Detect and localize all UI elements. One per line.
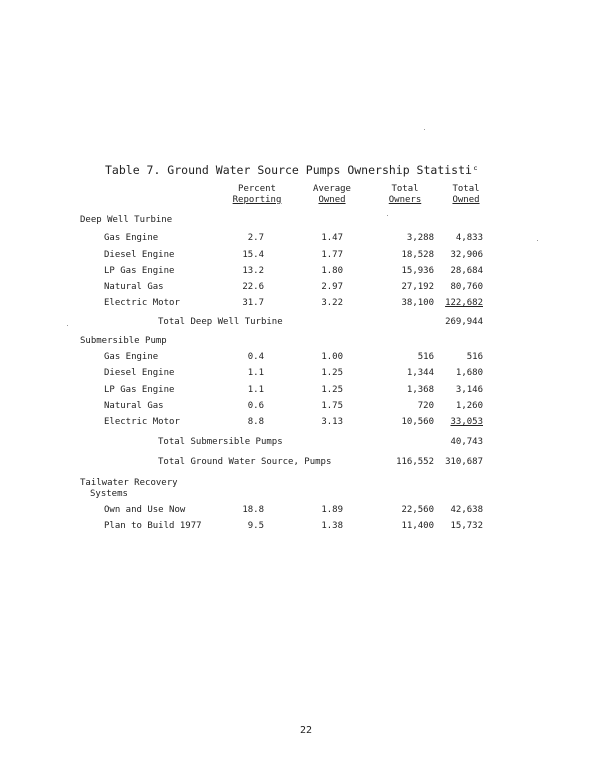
cell-average: 1.75 [321,401,343,411]
section-label-line1: Tailwater Recovery [80,478,178,488]
cell-owners: 15,936 [401,266,434,276]
table-row [0,368,612,382]
section-label: Submersible Pump [80,336,167,346]
row-label: Gas Engine [104,233,159,243]
table-row [0,233,612,247]
cell-average: 2.97 [321,282,343,292]
cell-average: 1.00 [321,352,343,362]
header-owners-line1: Total [391,184,419,194]
table-title: Table 7. Ground Water Source Pumps Ownership Statistiᶜ [105,163,479,177]
cell-owners: 516 [417,352,434,362]
cell-percent: 13.2 [242,266,264,276]
cell-owned: 80,760 [450,282,483,292]
table-row [0,521,612,535]
subtotal-owned: 269,944 [445,317,483,327]
table-row [0,250,612,264]
scan-speck [424,129,425,130]
cell-owners: 10,560 [401,417,434,427]
header-percent-line2: Reporting [232,195,282,205]
subtotal-label: Total Submersible Pumps [158,437,283,447]
header-total-owners [380,184,430,206]
section-label: Deep Well Turbine [80,215,173,225]
table-row [0,385,612,399]
cell-owners: 27,192 [401,282,434,292]
cell-average: 1.47 [321,233,343,243]
header-owned-line2: Owned [452,195,480,205]
row-label: Electric Motor [104,417,180,427]
section-heading-submersible-pump [0,336,612,350]
table-row [0,266,612,280]
cell-owners: 18,528 [401,250,434,260]
table-row [0,298,612,312]
row-label: Own and Use Now [104,505,186,515]
cell-percent: 9.5 [247,521,264,531]
cell-owners: 720 [417,401,434,411]
scan-speck [537,240,538,241]
cell-owners: 38,100 [401,298,434,308]
grand-total-owners: 116,552 [396,457,434,467]
cell-owned: 15,732 [450,521,483,531]
header-average-line2: Owned [318,195,346,205]
header-percent-line1: Percent [238,184,276,194]
section-label-line2: Systems [90,489,128,499]
cell-owners: 11,400 [401,521,434,531]
cell-percent: 8.8 [247,417,264,427]
cell-owned: 122,682 [445,298,483,308]
section-heading-tailwater-cont [0,489,612,503]
cell-average: 1.77 [321,250,343,260]
row-label: Natural Gas [104,401,164,411]
subtotal-label: Total Deep Well Turbine [158,317,283,327]
cell-percent: 0.6 [247,401,264,411]
cell-owners: 3,288 [406,233,434,243]
cell-percent: 2.7 [247,233,264,243]
row-label: Diesel Engine [104,368,175,378]
section-heading-deep-well-turbine [0,215,612,229]
cell-average: 1.25 [321,385,343,395]
cell-percent: 15.4 [242,250,264,260]
row-label: Electric Motor [104,298,180,308]
cell-average: 1.89 [321,505,343,515]
table-row [0,282,612,296]
table-row [0,505,612,519]
cell-percent: 31.7 [242,298,264,308]
cell-owned: 1,680 [455,368,483,378]
scan-speck [67,325,68,326]
table-row [0,401,612,415]
cell-owned: 28,684 [450,266,483,276]
cell-owners: 1,368 [406,385,434,395]
cell-average: 1.38 [321,521,343,531]
grand-total-label: Total Ground Water Source, Pumps [158,457,332,467]
subtotal-row-deep-well-turbine [0,317,612,331]
header-average-owned [305,184,359,206]
cell-average: 3.22 [321,298,343,308]
cell-percent: 22.6 [242,282,264,292]
subtotal-row-submersible-pumps [0,437,612,451]
table-row [0,352,612,366]
cell-owned: 4,833 [455,233,483,243]
row-label: Plan to Build 1977 [104,521,202,531]
row-label: Natural Gas [104,282,164,292]
row-label: LP Gas Engine [104,266,175,276]
cell-owned: 33,053 [450,417,483,427]
cell-average: 3.13 [321,417,343,427]
header-owners-line2: Owners [388,195,422,205]
grand-total-row [0,457,612,471]
cell-percent: 1.1 [247,368,264,378]
cell-percent: 1.1 [247,385,264,395]
row-label: Gas Engine [104,352,159,362]
cell-owned: 516 [466,352,483,362]
header-percent-reporting [226,184,288,206]
scan-speck [387,215,388,216]
table-row [0,417,612,431]
cell-owned: 1,260 [455,401,483,411]
cell-percent: 0.4 [247,352,264,362]
page-number: 22 [299,725,313,736]
cell-owned: 42,638 [450,505,483,515]
grand-total-owned: 310,687 [445,457,483,467]
header-total-owned [444,184,488,206]
header-owned-line1: Total [452,184,480,194]
cell-average: 1.80 [321,266,343,276]
cell-owners: 22,560 [401,505,434,515]
cell-owned: 3,146 [455,385,483,395]
row-label: Diesel Engine [104,250,175,260]
subtotal-owned: 40,743 [450,437,483,447]
row-label: LP Gas Engine [104,385,175,395]
cell-percent: 18.8 [242,505,264,515]
cell-owners: 1,344 [406,368,434,378]
cell-owned: 32,906 [450,250,483,260]
cell-average: 1.25 [321,368,343,378]
header-average-line1: Average [313,184,351,194]
